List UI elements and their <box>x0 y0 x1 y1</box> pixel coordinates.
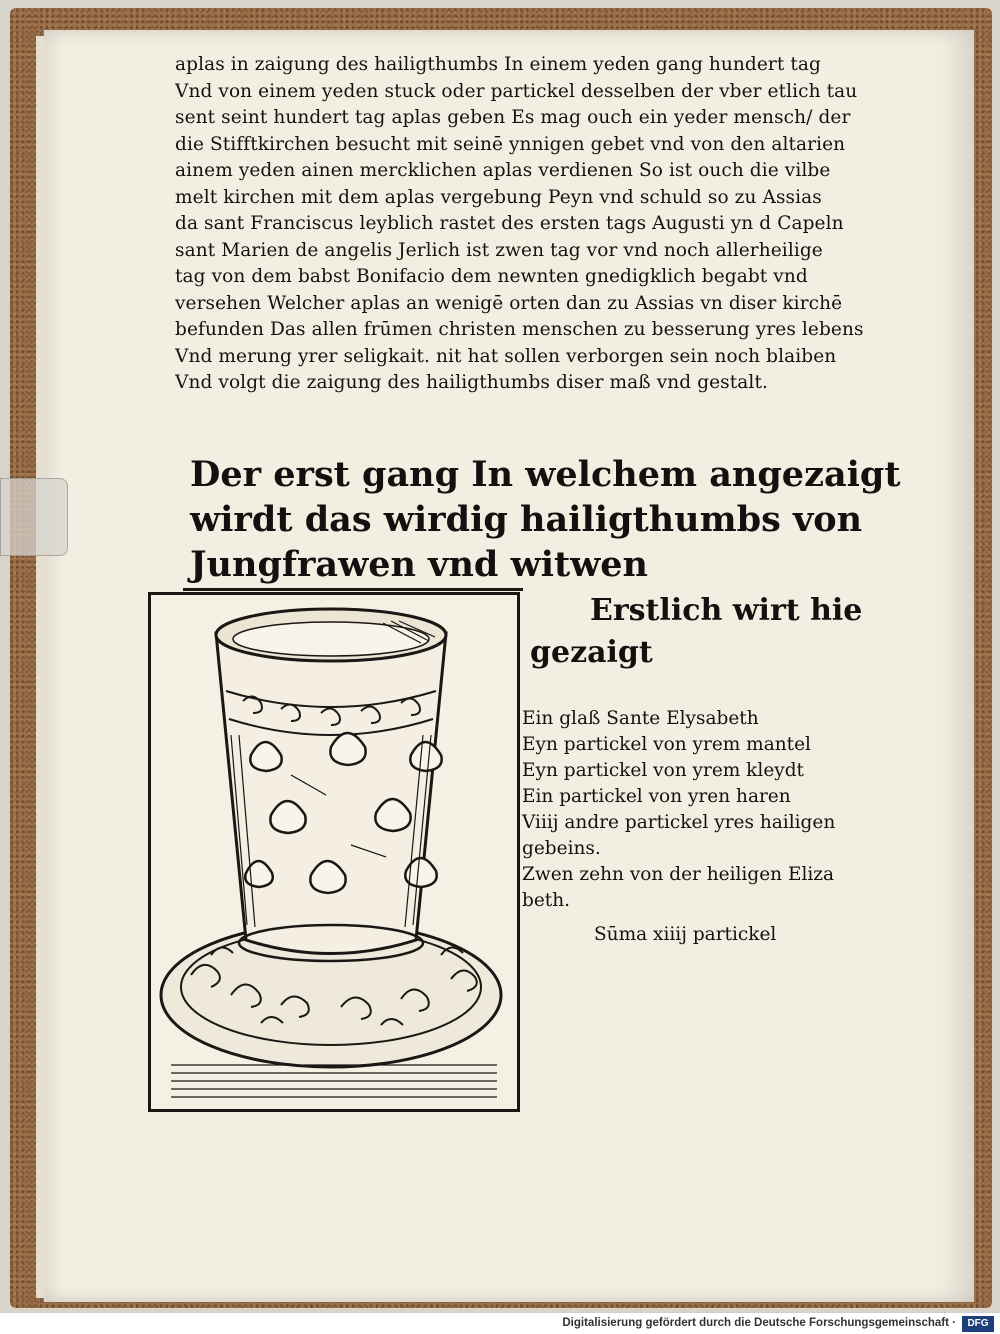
heading-line: wirdt das wirdig hailigthumbs von <box>190 499 863 540</box>
funding-credit: Digitalisierung gefördert durch die Deutsche Forschungsgemeinschaft · <box>562 1317 956 1329</box>
heading-line: Erstlich wirt hie <box>590 593 863 628</box>
text-line: Vnd volgt die zaigung des hailigthumbs diser maß vnd gestalt. <box>175 372 768 393</box>
list-item: gebeins. <box>522 838 601 859</box>
text-line: die Stifftkirchen besucht mit seinē ynnigen gebet vnd von den altarien <box>175 133 846 155</box>
text-line: sent seint hundert tag aplas geben Es mag ouch ein yeder mensch/ der <box>175 107 851 128</box>
list-item: Viiij andre partickel yres hailigen <box>522 812 836 833</box>
woodcut-illustration <box>148 592 520 1112</box>
text-line: versehen Welcher aplas an wenigē orten dan zu Assias vn diser kirchē <box>175 292 843 314</box>
text-line: da sant Franciscus leyblich rastet des ersten tags Augusti yn d Capeln <box>175 213 844 234</box>
list-item: Ein glaß Sante Elysabeth <box>522 708 759 729</box>
list-item: beth. <box>522 890 571 911</box>
side-heading <box>530 590 890 674</box>
section-heading <box>190 452 901 587</box>
page-clip <box>0 478 68 556</box>
relic-list <box>522 706 882 948</box>
list-item: Ein partickel von yren haren <box>522 786 791 807</box>
heading-rule <box>183 588 523 591</box>
text-line: sant Marien de angelis Jerlich ist zwen tag vor vnd noch allerheilige <box>175 239 823 261</box>
list-item: Eyn partickel von yrem kleydt <box>522 760 804 781</box>
text-line: Vnd von einem yeden stuck oder partickel desselben der vber etlich tau <box>175 80 858 102</box>
heading-line: gezaigt <box>530 635 653 670</box>
text-line: ainem yeden ainen mercklichen aplas verdienen So ist ouch die vilbe <box>175 160 831 181</box>
heading-line: Jungfrawen vnd witwen <box>190 544 649 585</box>
relic-sum: Sūma xiiij partickel <box>594 924 777 945</box>
footer-bar <box>0 1312 1000 1334</box>
list-item: Eyn partickel von yrem mantel <box>522 734 811 755</box>
glass-beaker-woodcut <box>151 595 517 1109</box>
dfg-logo: DFG <box>962 1316 994 1332</box>
text-line: Vnd merung yrer seligkait. nit hat sollen verborgen sein noch blaiben <box>175 345 837 367</box>
list-item: Zwen zehn von der heiligen Eliza <box>522 864 835 885</box>
heading-line: Der erst gang In welchem angezaigt <box>190 454 901 495</box>
text-line: tag von dem babst Bonifacio dem newnten gnedigklich begabt vnd <box>175 266 808 287</box>
text-line: aplas in zaigung des hailigthumbs In einem yeden gang hundert tag <box>175 54 821 75</box>
text-line: befunden Das allen frūmen christen menschen zu besserung yres lebens <box>175 319 864 340</box>
body-paragraph <box>175 52 900 397</box>
text-line: melt kirchen mit dem aplas vergebung Peyn vnd schuld so zu Assias <box>175 186 822 208</box>
